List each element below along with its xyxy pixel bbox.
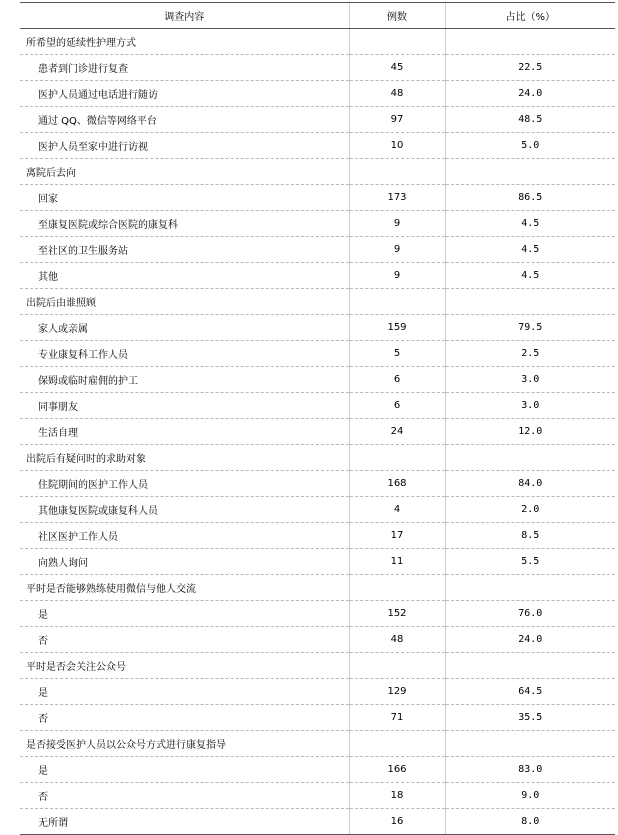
- section-row: [20, 159, 615, 185]
- count-cell: [349, 731, 445, 757]
- count-cell: 11: [349, 549, 445, 575]
- table-row: [20, 549, 615, 575]
- section-title: 是否接受医护人员以公众号方式进行康复指导: [20, 731, 349, 757]
- percent-cell: 2.5: [445, 341, 615, 367]
- percent-cell: 35.5: [445, 705, 615, 731]
- table-row: [20, 55, 615, 81]
- table-row: [20, 783, 615, 809]
- table-body: [20, 29, 615, 835]
- item-label: 否: [20, 705, 349, 731]
- percent-cell: 84.0: [445, 471, 615, 497]
- count-cell: [349, 653, 445, 679]
- count-cell: 166: [349, 757, 445, 783]
- table-row: [20, 627, 615, 653]
- table-row: [20, 81, 615, 107]
- count-cell: [349, 289, 445, 315]
- section-title: 平时是否会关注公众号: [20, 653, 349, 679]
- percent-cell: 3.0: [445, 367, 615, 393]
- count-cell: 129: [349, 679, 445, 705]
- item-label: 其他康复医院或康复科人员: [20, 497, 349, 523]
- table-row: [20, 237, 615, 263]
- count-cell: 16: [349, 809, 445, 835]
- section-row: [20, 29, 615, 55]
- section-row: [20, 445, 615, 471]
- item-label: 无所谓: [20, 809, 349, 835]
- count-cell: 152: [349, 601, 445, 627]
- table-row: [20, 601, 615, 627]
- count-cell: 5: [349, 341, 445, 367]
- count-cell: 6: [349, 393, 445, 419]
- table-row: [20, 367, 615, 393]
- percent-cell: 48.5: [445, 107, 615, 133]
- item-label: 生活自理: [20, 419, 349, 445]
- percent-cell: [445, 575, 615, 601]
- percent-cell: 3.0: [445, 393, 615, 419]
- table-row: [20, 471, 615, 497]
- percent-cell: [445, 29, 615, 55]
- count-cell: 6: [349, 367, 445, 393]
- count-cell: 168: [349, 471, 445, 497]
- item-label: 专业康复科工作人员: [20, 341, 349, 367]
- item-label: 患者到门诊进行复查: [20, 55, 349, 81]
- item-label: 其他: [20, 263, 349, 289]
- percent-cell: 4.5: [445, 263, 615, 289]
- survey-table: [20, 2, 615, 835]
- header-percent: 占比（%）: [445, 3, 615, 29]
- section-row: [20, 731, 615, 757]
- section-row: [20, 289, 615, 315]
- percent-cell: 22.5: [445, 55, 615, 81]
- count-cell: [349, 445, 445, 471]
- count-cell: [349, 29, 445, 55]
- table-row: [20, 185, 615, 211]
- count-cell: [349, 575, 445, 601]
- item-label: 同事朋友: [20, 393, 349, 419]
- table-row: [20, 341, 615, 367]
- item-label: 是: [20, 679, 349, 705]
- item-label: 住院期间的医护工作人员: [20, 471, 349, 497]
- count-cell: 17: [349, 523, 445, 549]
- count-cell: 10: [349, 133, 445, 159]
- count-cell: 24: [349, 419, 445, 445]
- section-row: [20, 653, 615, 679]
- percent-cell: 24.0: [445, 627, 615, 653]
- header-count: 例数: [349, 3, 445, 29]
- item-label: 是: [20, 601, 349, 627]
- table-row: [20, 705, 615, 731]
- percent-cell: 24.0: [445, 81, 615, 107]
- percent-cell: 4.5: [445, 237, 615, 263]
- item-label: 社区医护工作人员: [20, 523, 349, 549]
- percent-cell: 76.0: [445, 601, 615, 627]
- percent-cell: 79.5: [445, 315, 615, 341]
- table-row: [20, 809, 615, 835]
- count-cell: 173: [349, 185, 445, 211]
- count-cell: 9: [349, 263, 445, 289]
- section-title: 出院后由谁照顾: [20, 289, 349, 315]
- item-label: 否: [20, 627, 349, 653]
- count-cell: 45: [349, 55, 445, 81]
- percent-cell: [445, 159, 615, 185]
- count-cell: 18: [349, 783, 445, 809]
- item-label: 是: [20, 757, 349, 783]
- item-label: 保姆或临时雇佣的护工: [20, 367, 349, 393]
- table-row: [20, 757, 615, 783]
- count-cell: 9: [349, 211, 445, 237]
- table-row: [20, 523, 615, 549]
- count-cell: 71: [349, 705, 445, 731]
- item-label: 医护人员通过电话进行随访: [20, 81, 349, 107]
- item-label: 通过 QQ、微信等网络平台: [20, 107, 349, 133]
- item-label: 向熟人询问: [20, 549, 349, 575]
- percent-cell: 12.0: [445, 419, 615, 445]
- table-row: [20, 263, 615, 289]
- percent-cell: 9.0: [445, 783, 615, 809]
- count-cell: 9: [349, 237, 445, 263]
- item-label: 家人或亲属: [20, 315, 349, 341]
- percent-cell: 86.5: [445, 185, 615, 211]
- percent-cell: 5.5: [445, 549, 615, 575]
- table-row: [20, 107, 615, 133]
- table-header-row: [20, 3, 615, 29]
- percent-cell: 2.0: [445, 497, 615, 523]
- percent-cell: 8.0: [445, 809, 615, 835]
- table-row: [20, 497, 615, 523]
- percent-cell: [445, 445, 615, 471]
- item-label: 医护人员至家中进行访视: [20, 133, 349, 159]
- item-label: 回家: [20, 185, 349, 211]
- percent-cell: [445, 289, 615, 315]
- table-row: [20, 393, 615, 419]
- count-cell: 4: [349, 497, 445, 523]
- table-row: [20, 419, 615, 445]
- percent-cell: 5.0: [445, 133, 615, 159]
- count-cell: 48: [349, 627, 445, 653]
- section-row: [20, 575, 615, 601]
- percent-cell: [445, 731, 615, 757]
- section-title: 离院后去向: [20, 159, 349, 185]
- item-label: 至康复医院或综合医院的康复科: [20, 211, 349, 237]
- count-cell: [349, 159, 445, 185]
- header-content: 调查内容: [20, 3, 349, 29]
- section-title: 出院后有疑问时的求助对象: [20, 445, 349, 471]
- table-row: [20, 133, 615, 159]
- section-title: 所希望的延续性护理方式: [20, 29, 349, 55]
- count-cell: 48: [349, 81, 445, 107]
- count-cell: 159: [349, 315, 445, 341]
- item-label: 至社区的卫生服务站: [20, 237, 349, 263]
- count-cell: 97: [349, 107, 445, 133]
- table-row: [20, 679, 615, 705]
- section-title: 平时是否能够熟练使用微信与他人交流: [20, 575, 349, 601]
- percent-cell: 83.0: [445, 757, 615, 783]
- percent-cell: 4.5: [445, 211, 615, 237]
- table-row: [20, 315, 615, 341]
- table-row: [20, 211, 615, 237]
- percent-cell: [445, 653, 615, 679]
- percent-cell: 64.5: [445, 679, 615, 705]
- item-label: 否: [20, 783, 349, 809]
- percent-cell: 8.5: [445, 523, 615, 549]
